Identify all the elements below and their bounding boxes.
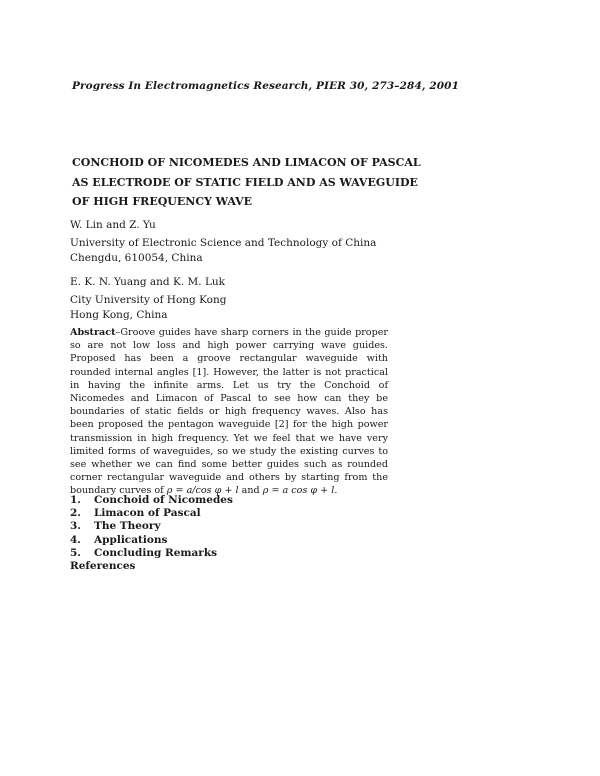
- toc-label: Applications: [94, 533, 168, 546]
- paper-title: [72, 153, 421, 212]
- abstract-text: –Groove guides have sharp corners in the guide proper so are not low loss and high power carrying wave guides. Proposed has been a groove rectangular waveguide with rounded internal angles [1]. However, the latter is not practical in having the infinite arms. Let us try the Conchoid of Nicomedes and Limacon of Pascal to see how can they be boundaries of static fields or high frequency waves. Also has been proposed the pentagon waveguide [2] for the high power transmission in high frequency. Yet we feel that we have very limited forms of waveguides, so we study the existing curves to see whether we can find some better guides such as rounded corner rectangular waveguide and others by starting from the boundary curves of: [70, 327, 388, 497]
- author-names-1: W. Lin and Z. Yu: [70, 219, 156, 231]
- toc-number: 5.: [70, 546, 81, 559]
- formula-limacon: ρ = a cos φ + l.: [262, 485, 338, 497]
- toc-number: 3.: [70, 520, 81, 533]
- toc-number: 4.: [70, 533, 81, 546]
- toc-label: Concluding Remarks: [94, 546, 218, 559]
- toc-item[interactable]: [70, 507, 233, 520]
- toc-label: Conchoid of Nicomedes: [94, 494, 233, 506]
- affiliation-2: [70, 293, 226, 322]
- author-names-2: E. K. N. Yuang and K. M. Luk: [70, 276, 226, 288]
- affiliation-line: Hong Kong, China: [70, 308, 168, 321]
- toc-label: Limacon of Pascal: [94, 507, 201, 520]
- toc-references[interactable]: References: [70, 560, 136, 573]
- toc-item[interactable]: [70, 534, 233, 547]
- abstract-connector: and: [241, 485, 260, 497]
- title-line: OF HIGH FREQUENCY WAVE: [72, 195, 253, 208]
- formula-conchoid: ρ = a/cos φ + l: [166, 485, 239, 497]
- title-line: AS ELECTRODE OF STATIC FIELD AND AS WAVEGUIDE: [72, 175, 418, 189]
- abstract-label: Abstract: [70, 327, 116, 338]
- toc-item[interactable]: [70, 494, 233, 507]
- abstract: [70, 326, 388, 498]
- toc-item[interactable]: [70, 547, 233, 560]
- affiliation-line: University of Electronic Science and Technology of China: [70, 237, 377, 249]
- affiliation-line: Chengdu, 610054, China: [70, 251, 203, 264]
- affiliation-1: [70, 236, 376, 265]
- journal-header: Progress In Electromagnetics Research, PIER 30, 273–284, 2001: [72, 80, 459, 92]
- affiliation-line: City University of Hong Kong: [70, 294, 227, 306]
- title-line: CONCHOID OF NICOMEDES AND LIMACON OF PASCAL: [72, 156, 421, 169]
- toc-label: The Theory: [94, 520, 161, 533]
- toc-item[interactable]: [70, 520, 233, 533]
- toc-number: 2.: [70, 507, 81, 520]
- toc-number: 1.: [70, 494, 81, 506]
- table-of-contents: [70, 494, 233, 573]
